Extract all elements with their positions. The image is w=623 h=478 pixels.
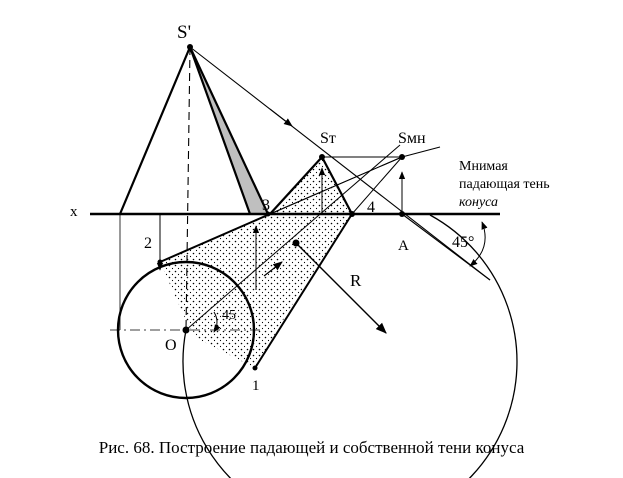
label-point-o: O [165, 337, 177, 354]
label-s-mn: Sмн [398, 130, 426, 147]
imaginary-shadow-guide [402, 147, 440, 157]
note-line-1: Мнимая [459, 159, 508, 174]
point-r-center [293, 240, 300, 247]
label-radius: R [350, 271, 362, 290]
label-angle-right: 45° [452, 234, 475, 251]
label-point-3: 3 [262, 197, 270, 214]
label-point-4: 4 [367, 199, 375, 216]
label-point-2: 2 [144, 235, 152, 252]
point-4 [349, 211, 355, 217]
label-s-prime: S' [177, 22, 191, 43]
cone-elevation [120, 47, 250, 214]
point-2 [158, 260, 163, 265]
angle-45-line [402, 214, 490, 280]
point-a [399, 211, 405, 217]
point-1 [253, 366, 258, 371]
point-st [319, 154, 325, 160]
note-line-3: конуса [459, 195, 499, 210]
label-point-a: A [398, 238, 409, 254]
radius-line [296, 243, 386, 333]
point-smn [399, 154, 405, 160]
label-s-t: Sт [320, 130, 336, 147]
note-line-2: падающая тень [459, 177, 550, 192]
light-ray-arrow [270, 109, 292, 126]
label-angle-small: 45 [222, 308, 236, 323]
label-point-1: 1 [252, 378, 260, 394]
point-o [183, 327, 190, 334]
figure-caption: Рис. 68. Построение падающей и собственной тени конуса [98, 438, 525, 457]
cone-own-shadow-edge [190, 47, 268, 214]
point-s-prime [187, 44, 193, 50]
label-x-axis: x [70, 204, 78, 220]
